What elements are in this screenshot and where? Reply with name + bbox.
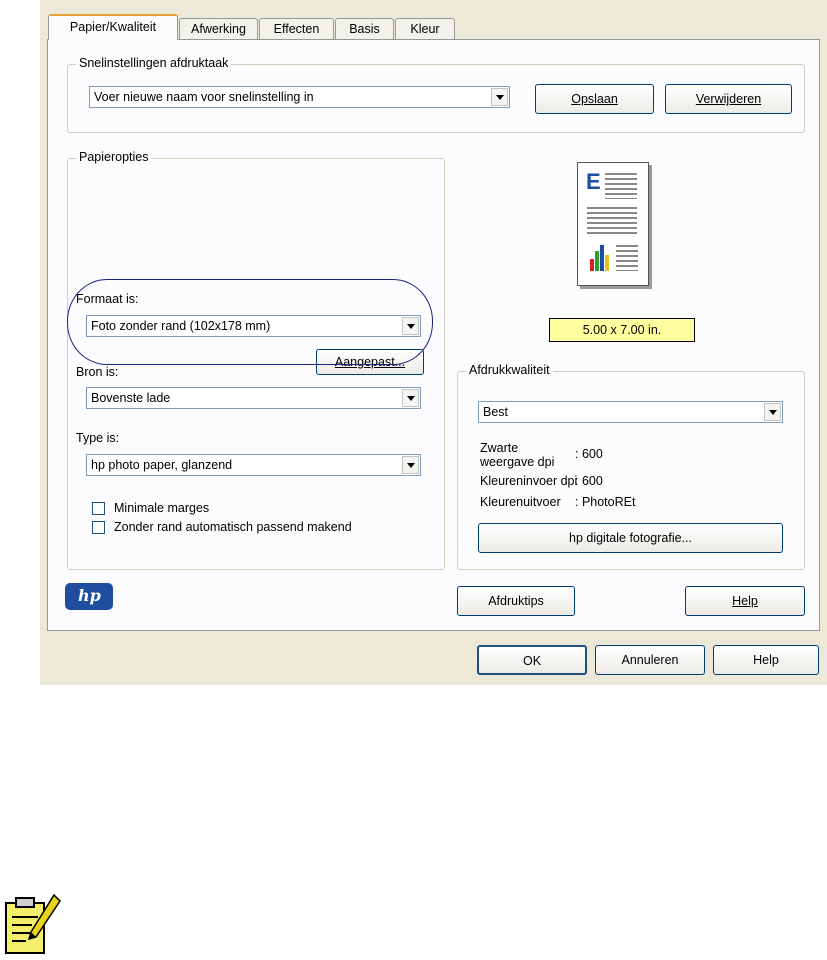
- color-input-dpi-label: Kleureninvoer dpi: [480, 474, 578, 488]
- highlight-oval: [67, 279, 433, 365]
- chevron-down-icon[interactable]: [491, 88, 508, 106]
- quick-settings-legend: Snelinstellingen afdruktaak: [76, 56, 231, 70]
- bar-chart-icon: [588, 241, 612, 271]
- chevron-down-icon[interactable]: [402, 456, 419, 474]
- print-quality-value: Best: [483, 405, 509, 419]
- custom-size-label: Aangepast...: [334, 355, 406, 369]
- color-output-label: Kleurenuitvoer: [480, 495, 561, 509]
- cancel-button[interactable]: [595, 645, 705, 675]
- digital-photo-label: hp digitale fotografie...: [569, 531, 692, 545]
- delete-button-label: Verwijderen: [695, 92, 762, 106]
- chevron-down-icon[interactable]: [764, 403, 781, 421]
- save-button[interactable]: [535, 84, 654, 114]
- min-margins-label: Minimale marges: [114, 501, 210, 515]
- preview-text-lines: [605, 173, 637, 199]
- save-button-label: Opslaan: [571, 92, 618, 106]
- borderless-autofit-label: Zonder rand automatisch passend makend: [114, 520, 352, 534]
- tab-afwerking[interactable]: Afwerking: [179, 18, 258, 39]
- digital-photo-button[interactable]: [478, 523, 783, 553]
- black-dpi-label: Zwarte weergave dpi: [480, 441, 555, 469]
- tab-papier-kwaliteit[interactable]: Papier/Kwaliteit: [48, 14, 178, 40]
- source-value: Bovenste lade: [91, 391, 171, 405]
- type-value: hp photo paper, glanzend: [91, 458, 233, 472]
- preview-body-lines: [587, 207, 637, 237]
- quick-settings-name-value: Voer nieuwe naam voor snelinstelling in: [94, 90, 314, 104]
- chevron-down-icon[interactable]: [402, 389, 419, 407]
- min-margins-checkbox[interactable]: [92, 502, 105, 515]
- black-dpi-value: : 600: [575, 447, 603, 461]
- hp-logo: [65, 583, 113, 610]
- help-label: Help: [753, 653, 779, 667]
- size-label: Formaat is:: [76, 292, 139, 306]
- print-quality-combo[interactable]: [478, 401, 783, 423]
- tab-effecten[interactable]: Effecten: [259, 18, 334, 39]
- preview-letter: E: [586, 169, 601, 194]
- print-quality-legend: Afdrukkwaliteit: [466, 363, 553, 377]
- help-button-inner[interactable]: [685, 586, 805, 616]
- delete-button[interactable]: [665, 84, 792, 114]
- ok-button[interactable]: [477, 645, 587, 675]
- preview-side-lines: [616, 245, 638, 271]
- type-combo[interactable]: [86, 454, 421, 476]
- paper-options-legend: Papieropties: [76, 150, 152, 164]
- paper-size-display: 5.00 x 7.00 in.: [549, 318, 695, 342]
- tab-kleur[interactable]: Kleur: [395, 18, 455, 39]
- quick-settings-name-combo[interactable]: [89, 86, 510, 108]
- color-input-dpi-value: : 600: [575, 474, 603, 488]
- color-output-value: : PhotoREt: [575, 495, 636, 509]
- note-icon: [2, 893, 64, 957]
- size-value: Foto zonder rand (102x178 mm): [91, 319, 271, 333]
- tab-basis[interactable]: Basis: [335, 18, 394, 39]
- print-quality-group: [457, 363, 805, 570]
- help-button[interactable]: [713, 645, 819, 675]
- print-tips-label: Afdruktips: [488, 594, 544, 608]
- cancel-label: Annuleren: [621, 653, 679, 667]
- quick-settings-group: [67, 56, 805, 133]
- tab-panel: [47, 39, 820, 631]
- borderless-autofit-checkbox[interactable]: [92, 521, 105, 534]
- type-label: Type is:: [76, 431, 120, 445]
- hp-logo-text: hp: [78, 586, 101, 605]
- source-combo[interactable]: [86, 387, 421, 409]
- source-label: Bron is:: [76, 365, 119, 379]
- ok-label: OK: [522, 654, 542, 668]
- print-tips-button[interactable]: [457, 586, 575, 616]
- page-preview: [577, 162, 649, 286]
- help-inner-label: Help: [732, 594, 758, 608]
